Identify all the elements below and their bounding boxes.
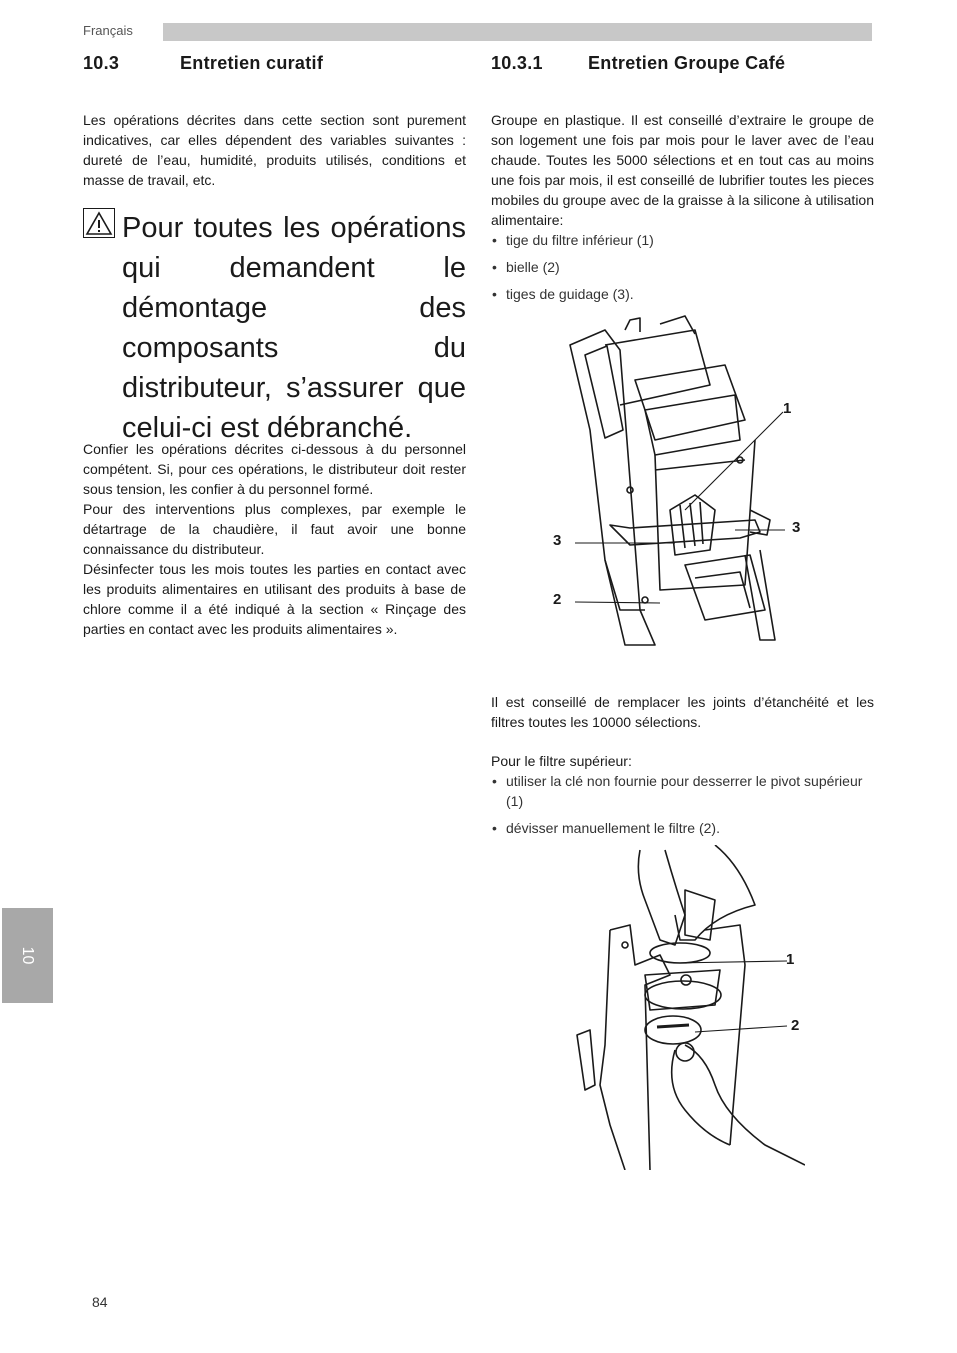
paragraph: Pour des interventions plus complexes, par exemple le détartrage de la chaudière, il faut avoir une bonne connaissance du distributeur. <box>83 501 466 557</box>
chapter-tab-label: 10 <box>19 946 37 965</box>
list-item: • utiliser la clé non fournie pour desserrer le pivot supérieur (1) <box>491 771 874 811</box>
right-intro-block <box>491 110 874 311</box>
warning-triangle-icon <box>83 208 115 238</box>
section-number: 10.3 <box>83 53 120 73</box>
callout-label-2: 2 <box>553 591 562 608</box>
list-item: • dévisser manuellement le filtre (2). <box>491 818 874 838</box>
chapter-tab <box>2 908 53 1003</box>
warning-block <box>83 208 466 448</box>
paragraph: Confier les opérations décrites ci-dessous à du personnel compétent. Si, pour ces opérations, le distributeur doit rester sous tension, les confier à du personnel formé. <box>83 441 466 497</box>
coffee-group-figure <box>545 310 805 655</box>
section-number: 10.3.1 <box>491 53 543 73</box>
upper-filter-list <box>491 771 874 838</box>
callout-label-3-left: 3 <box>553 532 562 549</box>
section-heading-right <box>491 53 785 74</box>
list-item: • bielle (2) <box>491 257 874 277</box>
paragraph: Désinfecter tous les mois toutes les parties en contact avec les produits alimentaires en utilisant des produits à base de chlore comme il a été indiqué à la section « Rinçage des parties en contact avec les produits alimentaires ». <box>83 561 466 637</box>
paragraph: Il est conseillé de remplacer les joints d’étanchéité et les filtres toutes les 10000 sélections. <box>491 694 874 730</box>
intro-text: Groupe en plastique. Il est conseillé d’extraire le groupe de son logement une fois par mois pour le laver avec de l’eau chaude. Toutes les 5000 sélections et en tout cas au moins une fois par mois, il est conseillé de lubrifier toutes les pieces mobiles du groupe avec de la graisse à la silicone à utilisation alimentaire: <box>491 112 874 228</box>
section-title: Entretien curatif <box>180 53 324 73</box>
intro-paragraph <box>83 110 466 190</box>
upper-filter-block <box>491 751 874 845</box>
warning-text: Pour toutes les opérations qui demandent le démontage des composants du distributeur, s’assurer que celui-ci est débranché. <box>122 212 466 444</box>
lubrication-list <box>491 230 874 304</box>
section-heading-left <box>83 53 323 74</box>
upper-filter-figure <box>565 845 805 1170</box>
callout-label-1: 1 <box>783 400 792 417</box>
header-bar <box>163 23 872 41</box>
callout-label-2: 2 <box>791 1017 800 1034</box>
list-item: • tiges de guidage (3). <box>491 284 874 304</box>
callout-label-3-right: 3 <box>792 519 801 536</box>
page-number: 84 <box>92 1294 108 1310</box>
language-label: Français <box>83 23 133 38</box>
intro-text: Les opérations décrites dans cette section sont purement indicatives, car elles dépendent des variables suivantes : dureté de l’eau, humidité, produits utilisés, conditions et masse de travail, etc. <box>83 112 466 188</box>
paragraph: Pour le filtre supérieur: <box>491 753 632 769</box>
replacement-paragraph <box>491 692 874 732</box>
list-item: • tige du filtre inférieur (1) <box>491 230 874 250</box>
callout-label-1: 1 <box>786 951 795 968</box>
section-title: Entretien Groupe Café <box>588 53 786 73</box>
body-paragraphs-left <box>83 439 466 639</box>
